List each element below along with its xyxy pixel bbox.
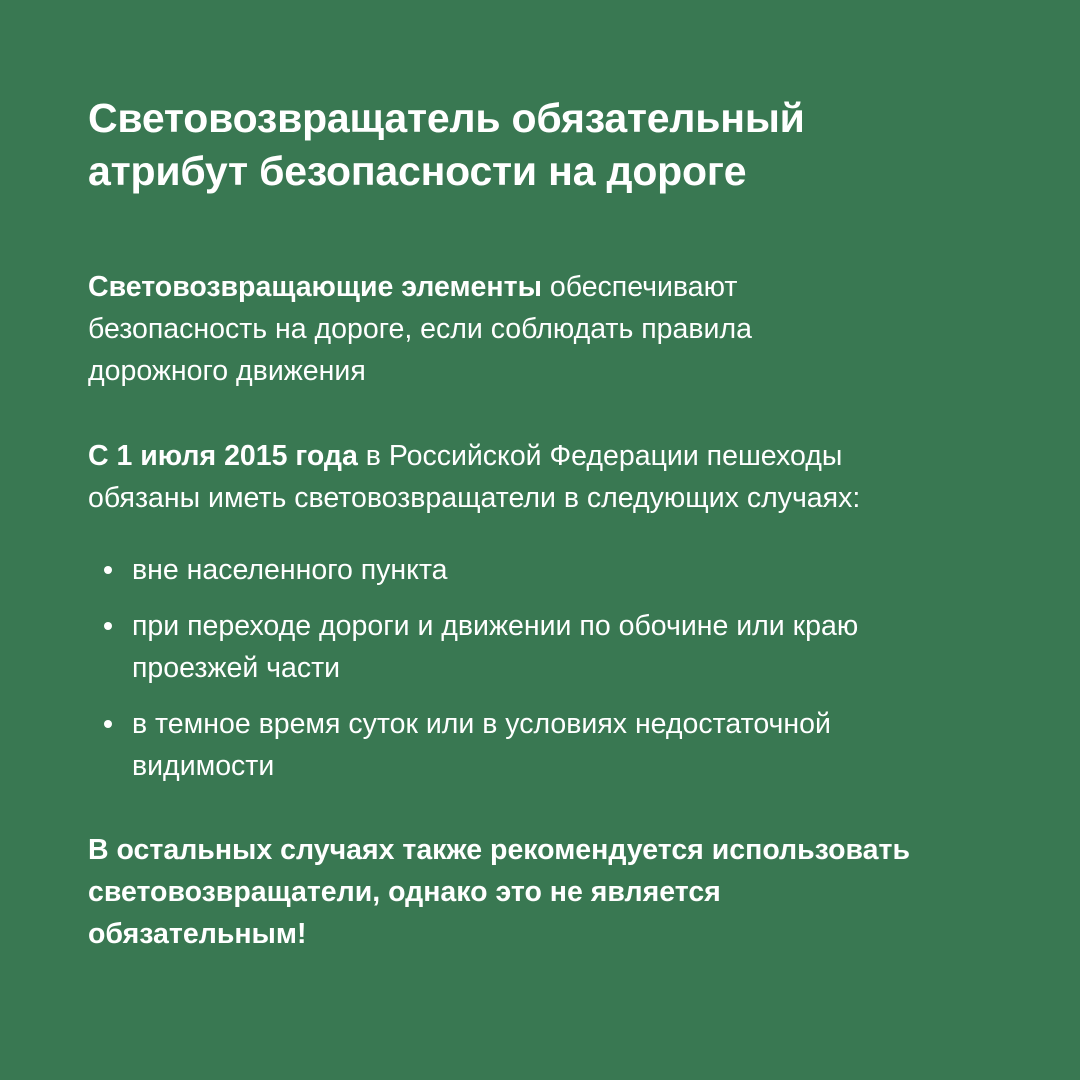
list-item-text-line-2: видимости: [132, 750, 275, 782]
list-item-text-line-1: при переходе дороги и движении по обочине или краю: [132, 610, 859, 642]
title-line-1: Световозвращатель обязательный: [88, 95, 805, 141]
paragraph-law-date: [88, 435, 1008, 519]
list-item: [88, 605, 1008, 689]
cases-list: [88, 549, 1008, 801]
slide-title: [88, 92, 1008, 198]
paragraph-1-line-1-rest: обеспечивают: [541, 271, 738, 303]
list-item-text-line-2: проезжей части: [132, 652, 341, 684]
bullet-dot-icon: [104, 622, 112, 630]
title-line-2: атрибут безопасности на дороге: [88, 148, 747, 194]
closing-line-1: В остальных случаях также рекомендуется использовать: [88, 834, 910, 866]
paragraph-2-line-1-rest: в Российской Федерации пешеходы: [357, 440, 843, 472]
paragraph-1-line-3: дорожного движения: [88, 355, 366, 387]
bullet-dot-icon: [104, 566, 112, 574]
closing-recommendation: [88, 829, 1008, 955]
paragraph-1-bold: Световозвращающие элементы: [88, 271, 542, 303]
list-item-text-line-1: в темное время суток или в условиях недостаточной: [132, 708, 831, 740]
list-item: [88, 549, 1008, 591]
list-item: [88, 703, 1008, 787]
paragraph-reflective-elements: [88, 266, 1008, 392]
paragraph-2-bold: С 1 июля 2015 года: [88, 440, 358, 472]
paragraph-1-line-2: безопасность на дороге, если соблюдать правила: [88, 313, 752, 345]
bullet-dot-icon: [104, 720, 112, 728]
closing-line-2: световозвращатели, однако это не является: [88, 876, 721, 908]
closing-line-3: обязательным!: [88, 918, 307, 950]
paragraph-2-line-2: обязаны иметь световозвращатели в следующих случаях:: [88, 482, 861, 514]
list-item-text: вне населенного пункта: [132, 554, 448, 586]
